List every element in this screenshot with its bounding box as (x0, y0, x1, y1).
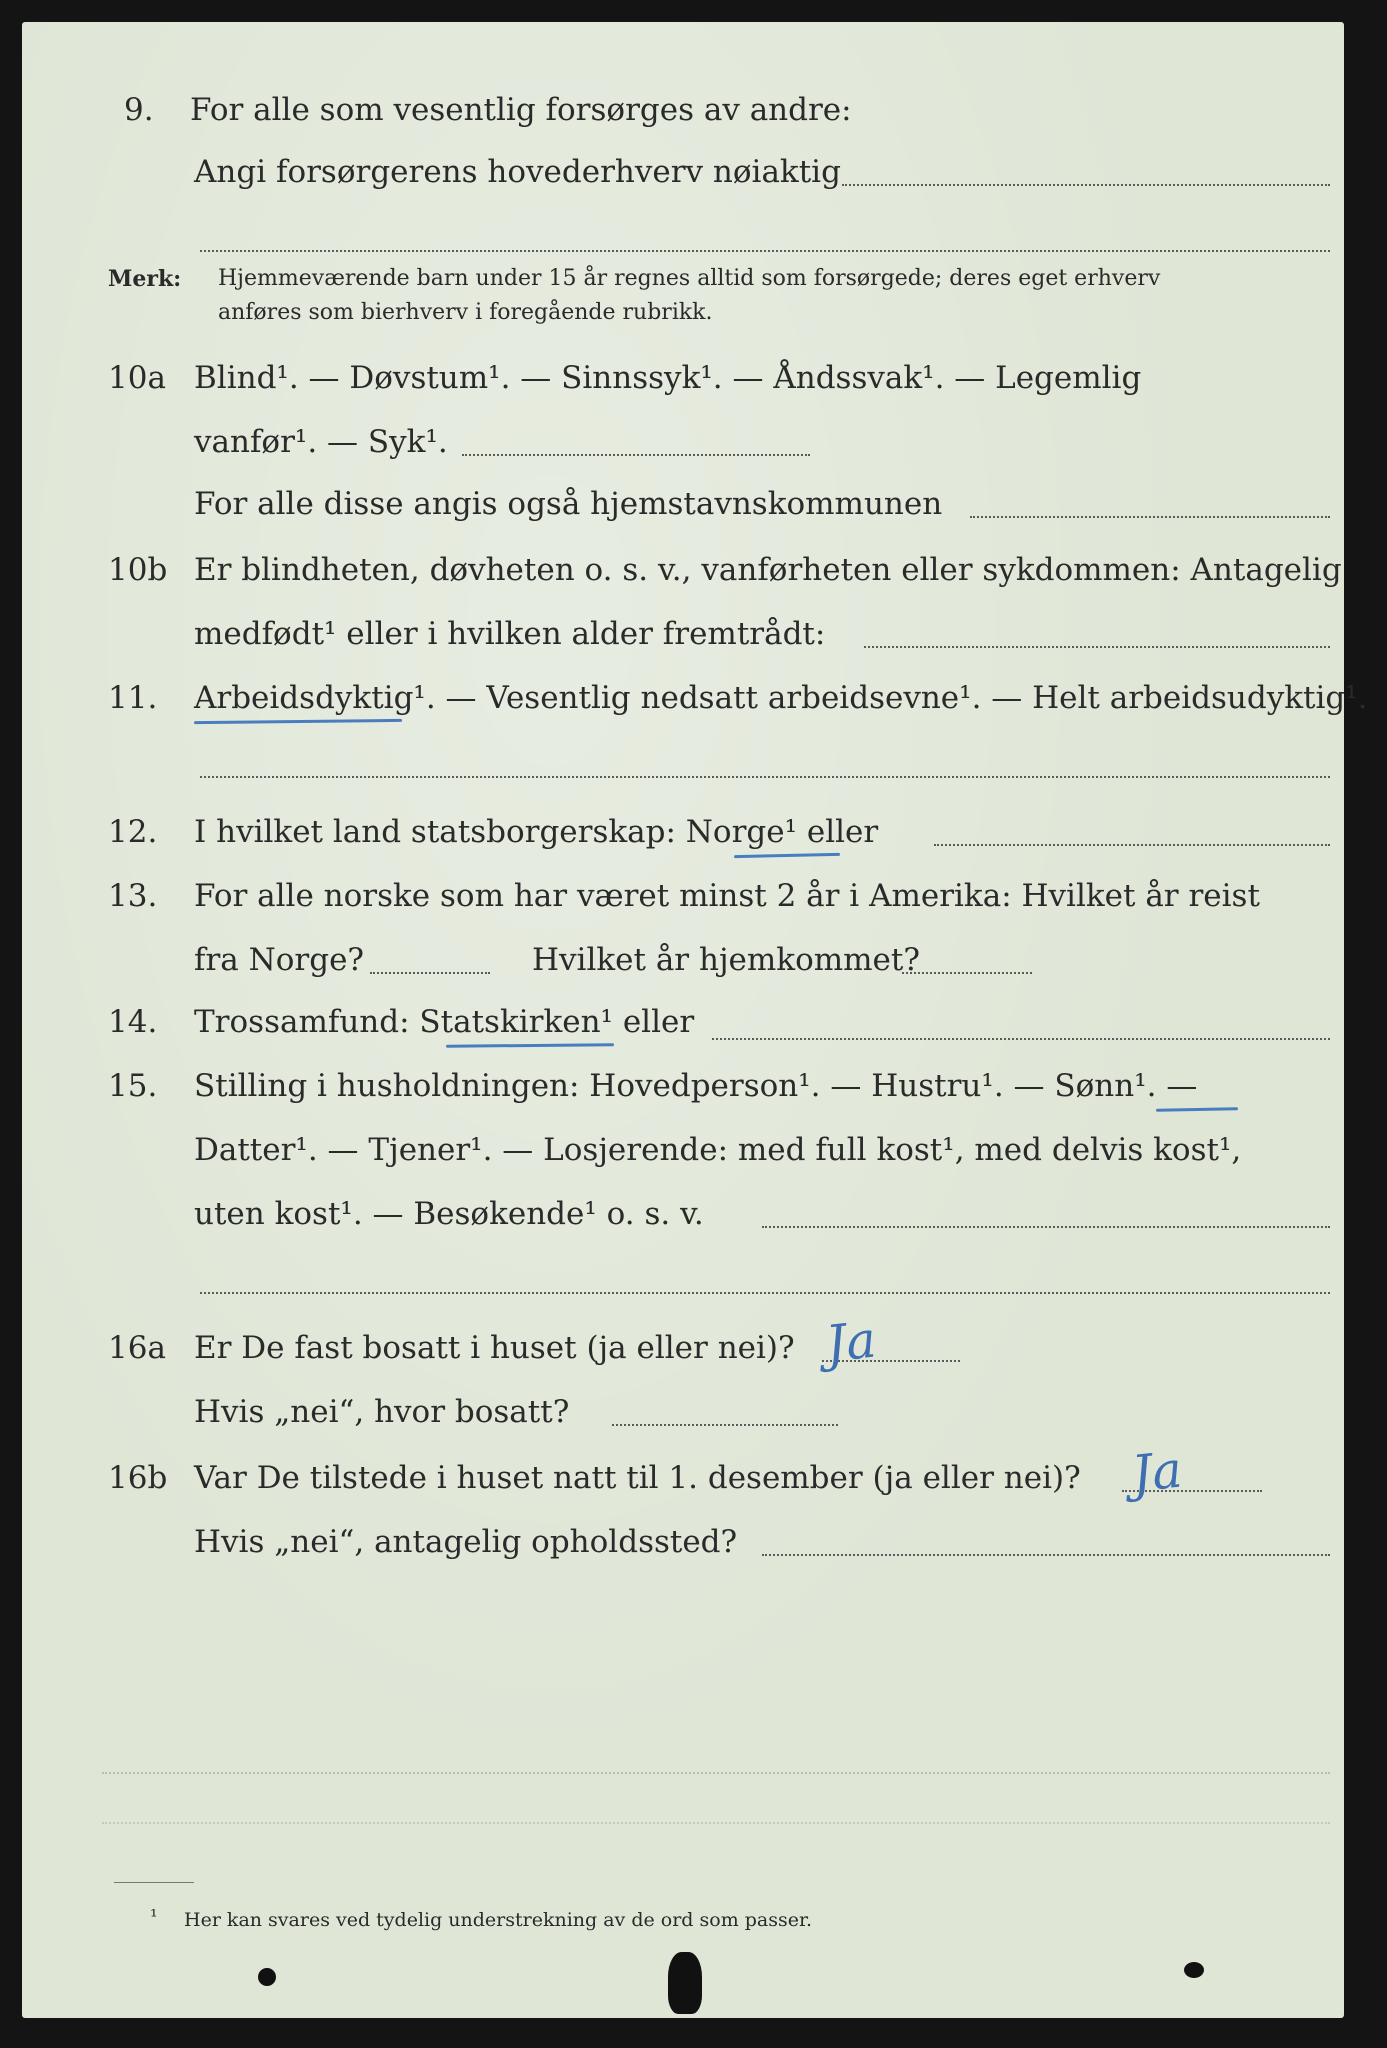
q14-underline-mark (446, 1043, 614, 1047)
q12-number: 12. (108, 814, 158, 850)
q9-number: 9. (124, 92, 154, 128)
q13-number: 13. (108, 878, 158, 914)
q11-line1: Arbeidsdyktig¹. — Vesentlig nedsatt arbeidsevne¹. — Helt arbeidsudyktig¹. (194, 680, 1368, 716)
q10b-line2: medfødt¹ eller i hvilken alder fremtrådt: (194, 616, 826, 652)
footnote-mark: ¹ (150, 1906, 158, 1928)
footnote-text: Her kan svares ved tydelig understrekning av de ord som passer. (184, 1909, 813, 1931)
q12-answer-line (934, 844, 1330, 846)
q16a-handwritten-answer: Ja (823, 1310, 879, 1374)
q16a-line2: Hvis „nei“, hvor bosatt? (194, 1394, 570, 1430)
q12-underline-mark (734, 853, 840, 858)
q11-number: 11. (108, 680, 158, 716)
q10a-line1: Blind¹. — Døvstum¹. — Sinnssyk¹. — Åndssvak¹. — Legemlig (194, 360, 1142, 396)
q11-answer-line (200, 776, 1330, 778)
q16a-line1: Er De fast bosatt i huset (ja eller nei)? (194, 1330, 795, 1366)
q13-line2b: Hvilket år hjemkommet? (532, 942, 920, 978)
q10b-answer-line (864, 646, 1330, 648)
q16b-opholdssted-line (762, 1554, 1330, 1556)
q10a-line2: vanfør¹. — Syk¹. (194, 424, 448, 460)
faint-separator-1 (102, 1772, 1330, 1774)
q16b-line2: Hvis „nei“, antagelig opholdssted? (194, 1524, 738, 1560)
q10a-municipality-line (970, 516, 1330, 518)
q15-answer-line (762, 1226, 1330, 1228)
q16b-handwritten-answer: Ja (1129, 1440, 1185, 1504)
q14-line1: Trossamfund: Statskirken¹ eller (194, 1004, 695, 1040)
q16a-number: 16a (108, 1330, 166, 1366)
q10b-line1: Er blindheten, døvheten o. s. v., vanførheten eller sykdommen: Antagelig (194, 552, 1342, 588)
q10a-answer-line (462, 454, 810, 456)
q13-line2a: fra Norge? (194, 942, 365, 978)
q15-line3: uten kost¹. — Besøkende¹ o. s. v. (194, 1196, 704, 1232)
ink-blot-left (258, 1968, 276, 1986)
q11-underline-mark (194, 719, 402, 724)
q15-answer-line-2 (200, 1292, 1330, 1294)
q14-answer-line (712, 1038, 1330, 1040)
q12-line1: I hvilket land statsborgerskap: Norge¹ eller (194, 814, 879, 850)
q9-line2: Angi forsørgerens hovederhverv nøiaktig (194, 154, 841, 190)
ink-blot-center (668, 1952, 702, 2014)
q9-answer-line-2 (200, 250, 1330, 252)
q10a-line3: For alle disse angis også hjemstavnskommunen (194, 486, 943, 522)
faint-separator-2 (102, 1822, 1330, 1824)
q9-answer-line (842, 184, 1330, 186)
q16a-residence-line (612, 1424, 838, 1426)
q16b-line1: Var De tilstede i huset natt til 1. desember (ja eller nei)? (194, 1460, 1081, 1496)
q13-line1: For alle norske som har været minst 2 år i Amerika: Hvilket år reist (194, 878, 1260, 914)
q13-departure-line (370, 972, 490, 974)
q13-return-line (902, 972, 1032, 974)
ink-blot-right (1184, 1962, 1204, 1978)
q15-line2: Datter¹. — Tjener¹. — Losjerende: med full kost¹, med delvis kost¹, (194, 1132, 1242, 1168)
q10a-number: 10a (108, 360, 166, 396)
q15-underline-mark (1156, 1107, 1238, 1111)
q10b-number: 10b (108, 552, 168, 588)
q14-number: 14. (108, 1004, 158, 1040)
q15-number: 15. (108, 1068, 158, 1104)
note-line2: anføres som bierhverv i foregående rubrikk. (218, 300, 713, 325)
census-form-page (22, 22, 1368, 2018)
note-label: Merk: (108, 266, 182, 292)
q15-line1: Stilling i husholdningen: Hovedperson¹. — Hustru¹. — Sønn¹. — (194, 1068, 1198, 1104)
q16b-number: 16b (108, 1460, 168, 1496)
note-line1: Hjemmeværende barn under 15 år regnes alltid som forsørgede; deres eget erhverv (218, 266, 1161, 291)
footnote-rule (114, 1882, 194, 1883)
q9-line1: For alle som vesentlig forsørges av andre: (190, 92, 852, 128)
